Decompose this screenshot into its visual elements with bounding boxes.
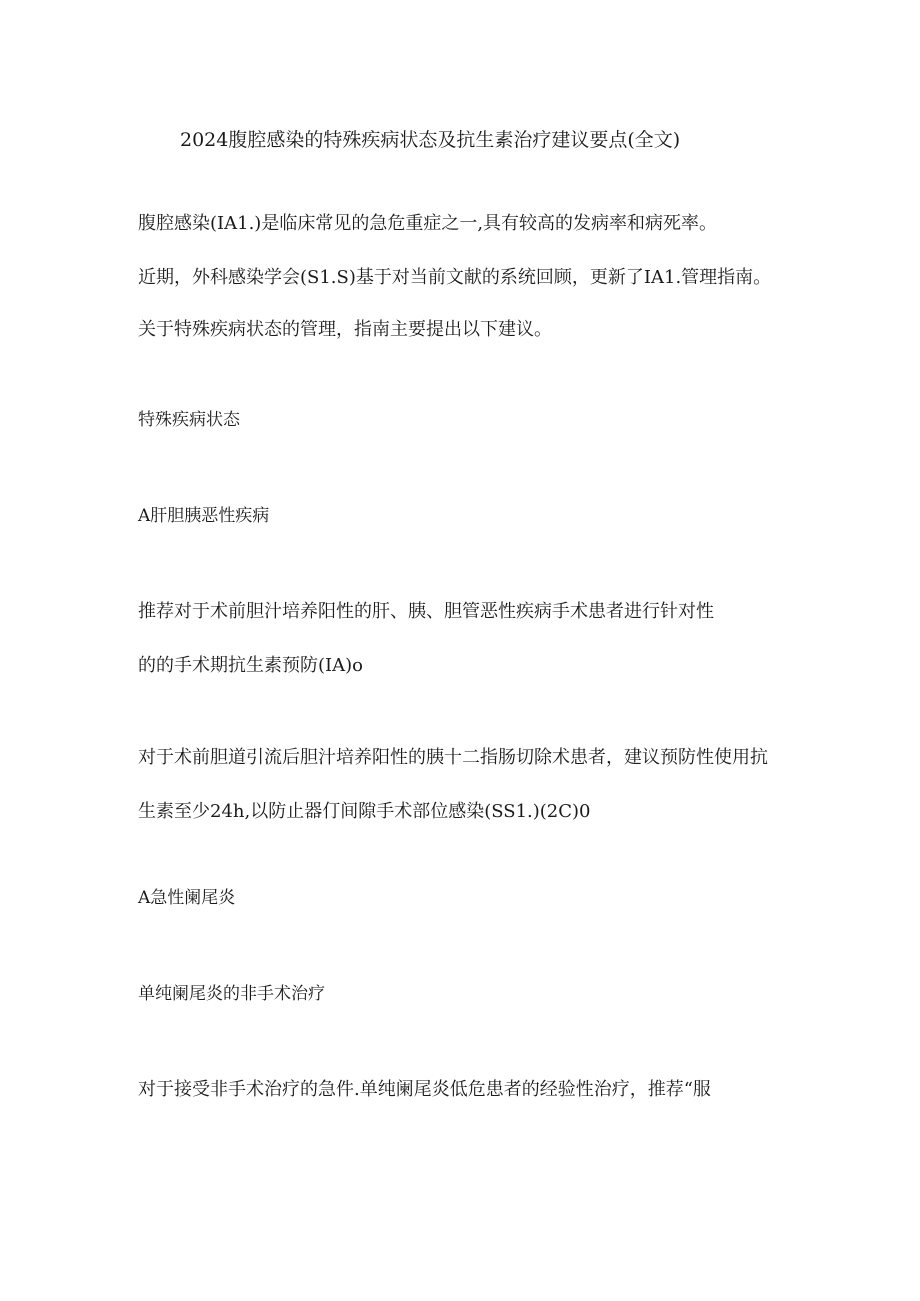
subsection-a-p1-line-1: 推荐对于术前胆汁培养阳性的肝、胰、胆管恶性疾病手术患者进行针对性: [138, 601, 714, 622]
section-heading: 特殊疾病状态: [138, 410, 240, 430]
subsection-b-heading: A急性阑尾炎: [138, 888, 236, 908]
intro-line-1: 腹腔感染(IA1.)是临床常见的急危重症之一,具有较高的发病率和病死率。: [138, 213, 718, 234]
subsection-a-p2-line-1: 对于术前胆道引流后胆汁培养阳性的胰十二指肠切除术患者，建议预防性使用抗: [138, 747, 768, 768]
subsection-b-p1-line-1: 对于接受非手术治疗的急件.单纯阑尾炎低危患者的经验性治疗，推荐“服: [138, 1079, 711, 1100]
subsection-a-p2-line-2: 生素至少24h,以防止器仃间隙手术部位感染(SS1.)(2C)0: [138, 801, 591, 822]
subsection-a-p1-line-2: 的的手术期抗生素预防(IA)o: [138, 655, 363, 676]
document-title: 2024腹腔感染的特殊疾病状态及抗生素治疗建议要点(全文): [180, 129, 681, 151]
subsection-b-subheading: 单纯阑尾炎的非手术治疗: [138, 984, 325, 1004]
intro-line-2: 近期，外科感染学会(S1.S)基于对当前文献的系统回顾，更新了IA1.管理指南。: [138, 267, 772, 288]
subsection-a-heading: A肝胆胰恶性疾病: [138, 506, 270, 526]
intro-line-3: 关于特殊疾病状态的管理，指南主要提出以下建议。: [138, 319, 552, 340]
